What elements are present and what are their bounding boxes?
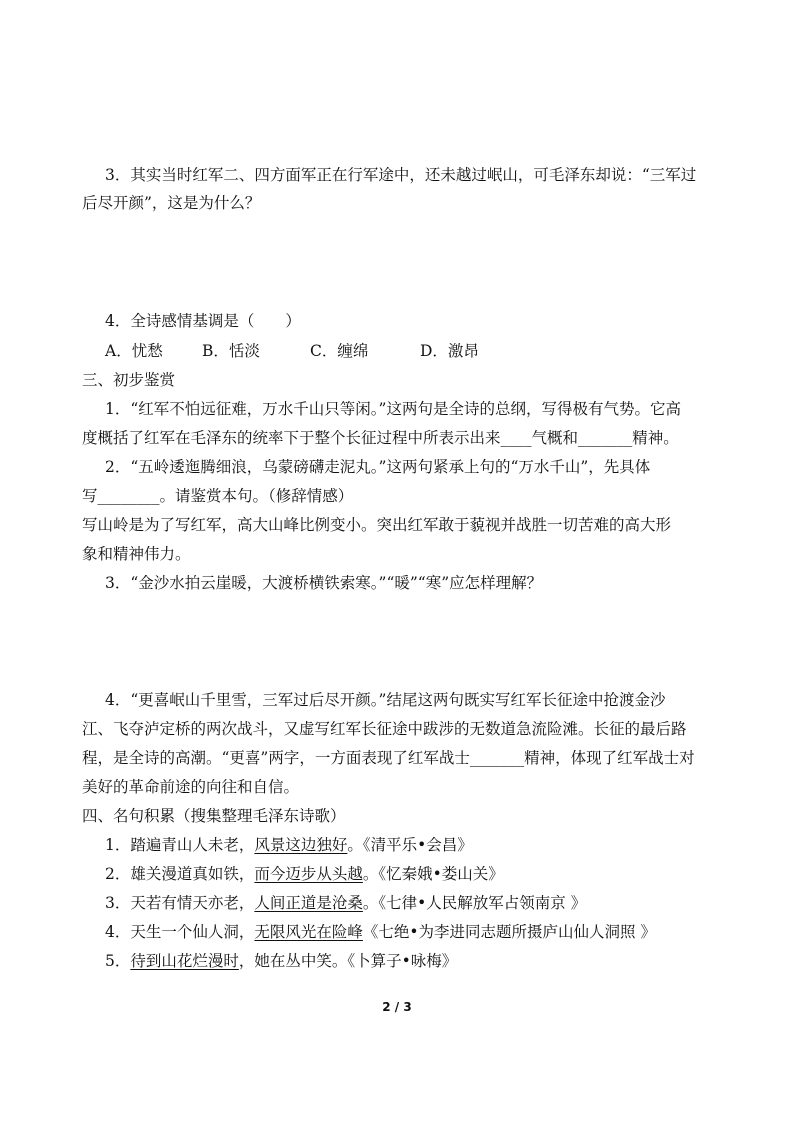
appreciation-2-answer-line-2: 象和精神伟力。	[82, 545, 191, 563]
famous-line-source: 。《忆秦娥•娄山关》	[362, 865, 504, 883]
question-3-line-1: 3．其实当时红军二、四方面军正在行军途中，还未越过岷山，可毛泽东却说：“三军过	[105, 166, 697, 184]
option-a: A．忧愁	[105, 342, 163, 360]
famous-line-answer: 风景这边独好	[254, 836, 348, 854]
famous-line-number: 5．	[105, 952, 131, 970]
appreciation-4-line-3: 程，是全诗的高潮。“更喜”两字，一方面表现了红军战士_______精神，体现了红军战士对	[82, 749, 695, 767]
appreciation-4-line-2: 江、飞夺泸定桥的两次战斗，又虚写红军长征途中跋涉的无数道急流险滩。长征的最后路	[82, 720, 687, 738]
famous-line-2	[105, 864, 504, 884]
page-number: 2 / 3	[382, 1000, 412, 1014]
famous-line-given: 天生一个仙人洞，	[130, 923, 255, 941]
option-c: C．缠绵	[310, 342, 369, 360]
famous-line-number: 2．	[105, 865, 131, 883]
question-3-line-2: 后尽开颜”，这是为什么？	[82, 194, 261, 212]
famous-line-number: 1．	[105, 836, 131, 854]
appreciation-4-line-4: 美好的革命前途的向往和自信。	[82, 778, 300, 796]
appreciation-4-line-1: 4．“更喜岷山千里雪，三军过后尽开颜。”结尾这两句既实写红军长征途中抢渡金沙	[105, 691, 666, 709]
famous-line-source: ，她在丛中笑。《卜算子•咏梅》	[238, 952, 458, 970]
option-b: B．恬淡	[202, 342, 260, 360]
appreciation-1-line-2: 度概括了红军在毛泽东的统率下于整个长征过程中所表示出来____气概和_______精神。	[82, 429, 679, 447]
appreciation-2-line-2: 写________。请鉴赏本句。（修辞情感）	[82, 487, 354, 505]
famous-line-answer: 无限风光在险峰	[254, 923, 363, 941]
famous-line-given: 天若有情天亦老，	[130, 894, 255, 912]
famous-line-4	[105, 922, 656, 942]
appreciation-1-line-1: 1．“红军不怕远征难，万水千山只等闲。”这两句是全诗的总纲，写得极有气势。它高	[105, 400, 681, 418]
appreciation-2-answer-line-1: 写山岭是为了写红军，高大山峰比例变小。突出红军敢于藐视并战胜一切苦难的高大形	[82, 516, 672, 534]
question-4-stem: 4．全诗感情基调是（ ）	[105, 312, 301, 330]
famous-line-answer: 待到山花烂漫时	[130, 952, 239, 970]
famous-line-source: 《七绝•为李进同志题所摄庐山仙人洞照 》	[362, 923, 656, 941]
famous-line-given: 雄关漫道真如铁，	[130, 865, 255, 883]
famous-line-answer: 而今迈步从头越	[254, 865, 363, 883]
famous-line-source: 。《七律•人民解放军占领南京 》	[362, 894, 587, 912]
famous-line-1	[105, 835, 473, 855]
section-4-heading: 四、名句积累（搜集整理毛泽东诗歌）	[82, 807, 346, 825]
famous-line-source: 。《清平乐•会昌》	[347, 836, 473, 854]
famous-line-answer: 人间正道是沧桑	[254, 894, 363, 912]
famous-line-number: 3．	[105, 894, 131, 912]
appreciation-3: 3．“金沙水拍云崖暖，大渡桥横铁索寒。”“暖”“寒”应怎样理解？	[105, 574, 543, 592]
option-d: D．激昂	[420, 342, 479, 360]
section-3-heading: 三、初步鉴赏	[82, 371, 176, 389]
famous-line-number: 4．	[105, 923, 131, 941]
famous-line-5	[105, 951, 457, 971]
appreciation-2-line-1: 2．“五岭逶迤腾细浪，乌蒙磅礴走泥丸。”这两句紧承上句的“万水千山”，先具体	[105, 458, 651, 476]
famous-line-given: 踏遍青山人未老，	[130, 836, 255, 854]
famous-line-3	[105, 893, 586, 913]
